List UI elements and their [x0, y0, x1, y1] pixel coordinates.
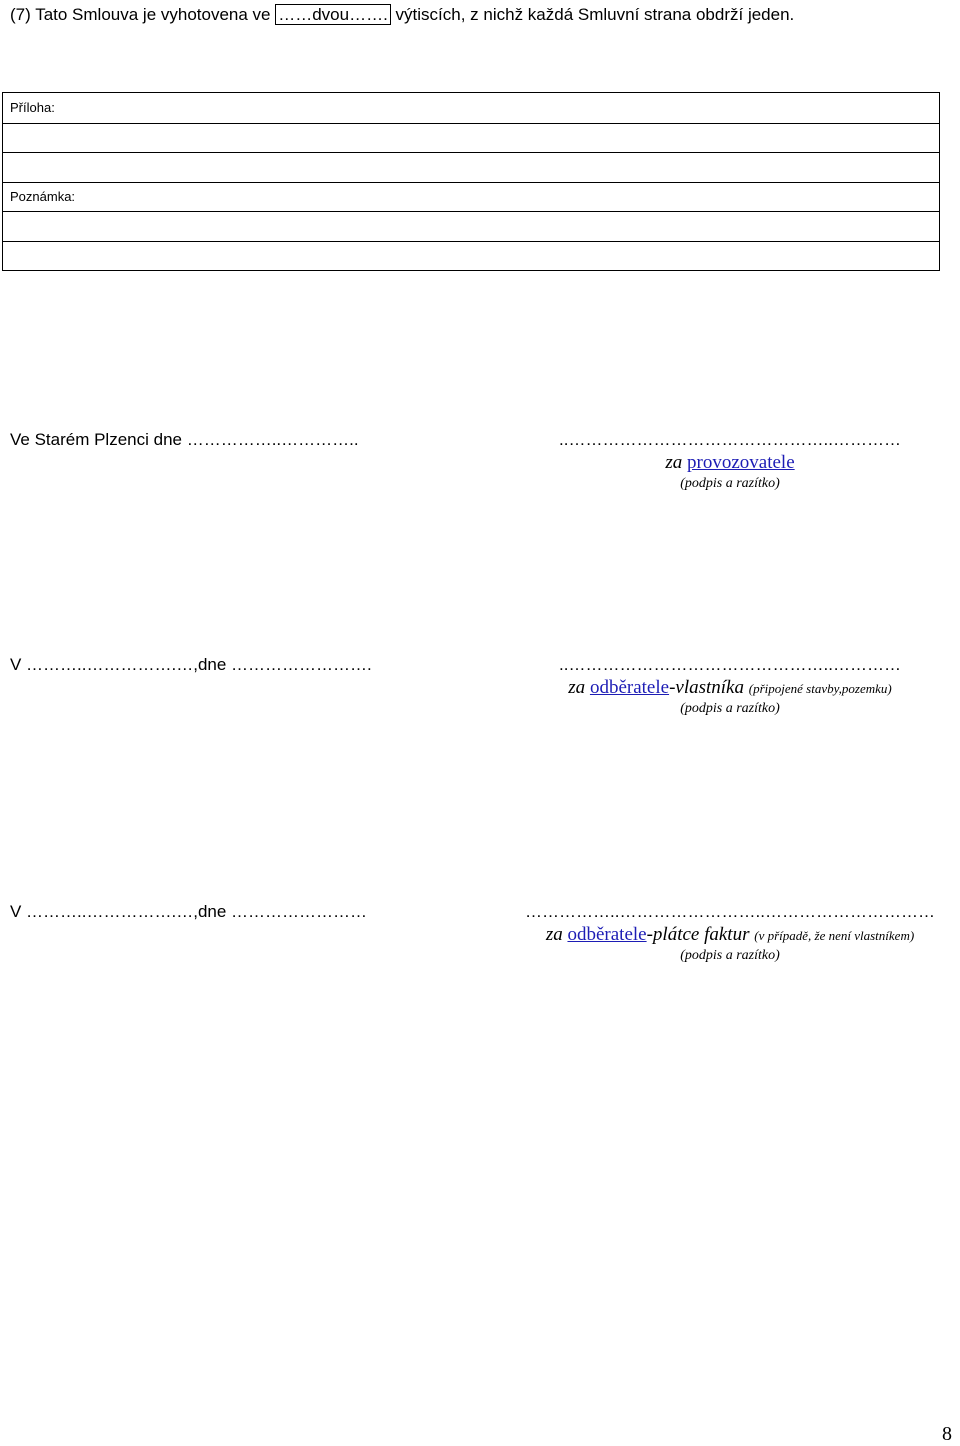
signature-block-operator — [500, 430, 960, 492]
place-date-line-operator: Ve Starém Plzenci dne ……………..………….. — [10, 430, 359, 449]
table-row[interactable] — [3, 152, 939, 182]
signature-note: (podpis a razítko) — [680, 476, 780, 491]
table-row — [3, 93, 939, 123]
place-date-line-owner: V ………..…………….…,dne ……………………. — [10, 655, 372, 674]
signature-role: za odběratele-vlastníka (připojené stavby,pozemku) — [568, 677, 892, 698]
operator-link[interactable]: provozovatele — [687, 452, 795, 473]
table-row[interactable] — [3, 123, 939, 153]
signature-block-owner — [500, 655, 960, 717]
signature-block-payer — [500, 902, 960, 964]
clause-prefix: (7) Tato Smlouva je vyhotovena ve — [10, 5, 276, 24]
signature-note: (podpis a razítko) — [680, 701, 780, 716]
attachment-label: Příloha: — [10, 100, 55, 116]
table-row[interactable] — [3, 241, 939, 271]
table-row — [3, 182, 939, 212]
customer-link[interactable]: odběratele — [589, 677, 670, 698]
clause-7 — [10, 4, 794, 25]
clause-suffix: výtiscích, z nichž každá Smluvní strana obdrží jeden. — [390, 5, 795, 24]
signature-line: ..………………………………………..………… — [559, 655, 901, 674]
customer-link[interactable]: odběratele — [567, 924, 647, 945]
page-number: 8 — [942, 1423, 952, 1445]
signature-line: ..………………………………………..………… — [559, 430, 901, 449]
signature-role: za odběratele-plátce faktur (v případě, že není vlastníkem) — [545, 924, 915, 945]
place-date-line-payer: V ………..…………….…,dne …………………… — [10, 902, 368, 921]
attachments-notes-table — [2, 92, 940, 271]
signature-note: (podpis a razítko) — [680, 948, 780, 963]
copies-count-field[interactable]: ……dvou……. — [275, 4, 391, 25]
table-row[interactable] — [3, 211, 939, 241]
note-label: Poznámka: — [10, 189, 76, 205]
signature-role: za provozovatele — [665, 452, 795, 473]
signature-line: ……………..……………………..………………………… — [525, 902, 935, 921]
